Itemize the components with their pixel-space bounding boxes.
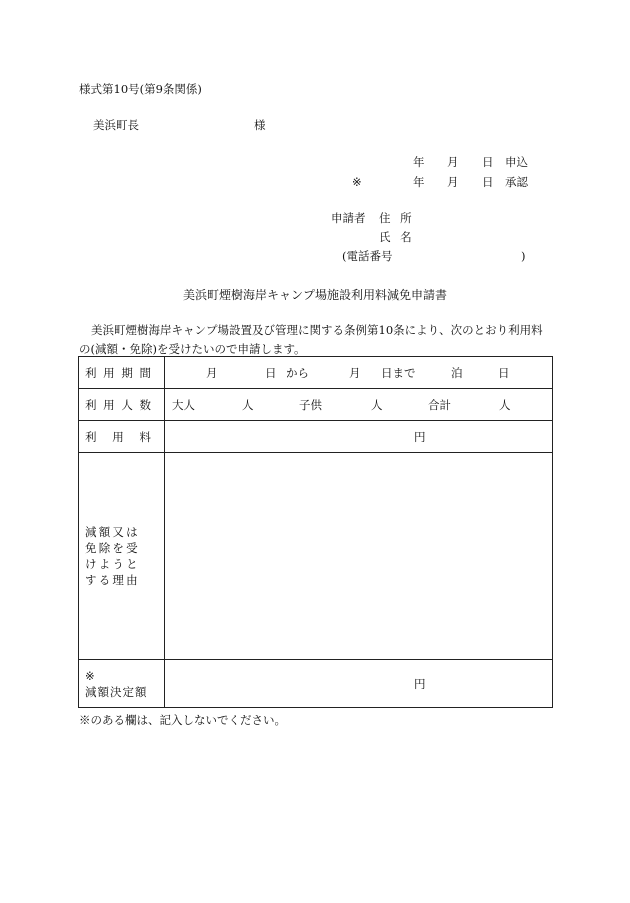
reason-label-text: 減額又は免除を受けようとする理由	[85, 525, 140, 587]
intro-line-2: の(減額・免除)を受けたいので申請します。	[79, 342, 306, 356]
people-label-char: 利	[85, 397, 97, 412]
people-row	[79, 389, 553, 421]
total-unit: 人	[499, 397, 511, 412]
date1-year-label: 年	[413, 155, 425, 169]
applicant-name-label: 氏 名	[379, 230, 412, 244]
decision-office-mark: ※	[85, 668, 95, 683]
fee-yen-unit: 円	[414, 429, 426, 444]
period-row	[79, 357, 553, 389]
approval-date-label: 承認	[505, 175, 528, 189]
decision-value-cell[interactable]	[165, 660, 553, 708]
children-unit: 人	[371, 397, 383, 412]
fee-label-char: 用	[112, 429, 124, 444]
fee-label	[79, 421, 165, 453]
application-date-label: 申込	[505, 155, 528, 169]
decision-yen-unit: 円	[414, 676, 426, 691]
intro-paragraph	[79, 321, 554, 359]
people-value-cell[interactable]	[165, 389, 553, 421]
date2-day-label: 日	[482, 175, 494, 189]
date2-month-label: 月	[447, 175, 459, 189]
phone-close-paren: )	[521, 249, 526, 263]
decision-row	[79, 660, 553, 708]
period-until-label: 日まで	[381, 365, 416, 380]
footnote: ※のある欄は、記入しないでください。	[79, 713, 286, 727]
period-label-char: 用	[103, 365, 115, 380]
form-number: 様式第10号(第9条関係)	[79, 82, 202, 96]
date1-day-label: 日	[482, 155, 494, 169]
fee-label-char: 利	[85, 429, 97, 444]
people-label-char: 用	[103, 397, 115, 412]
period-month-unit: 月	[206, 365, 218, 380]
people-label-char: 数	[139, 397, 151, 412]
period-value-cell[interactable]	[165, 357, 553, 389]
period-days-unit: 日	[498, 365, 510, 380]
reason-value-cell[interactable]	[165, 453, 553, 660]
reason-row	[79, 453, 553, 660]
fee-label-char: 料	[139, 429, 151, 444]
period-nights-unit: 泊	[451, 365, 463, 380]
adults-label: 大人	[172, 397, 195, 412]
reason-label	[79, 453, 165, 660]
period-from-label: から	[286, 365, 309, 380]
people-label-char: 人	[121, 397, 133, 412]
date1-month-label: 月	[447, 155, 459, 169]
addressee-mayor: 美浜町長	[93, 118, 139, 132]
decision-label-text: 減額決定額	[85, 684, 148, 699]
applicant-address-label: 住 所	[379, 211, 412, 225]
date2-year-label: 年	[413, 175, 425, 189]
application-table	[78, 356, 553, 708]
people-label	[79, 389, 165, 421]
period-label	[79, 357, 165, 389]
office-use-mark: ※	[352, 175, 362, 189]
addressee-honorific: 様	[254, 118, 266, 132]
adults-unit: 人	[242, 397, 254, 412]
period-label-char: 利	[85, 365, 97, 380]
decision-label	[79, 660, 165, 708]
document-title: 美浜町煙樹海岸キャンプ場施設利用料減免申請書	[182, 288, 447, 302]
fee-row	[79, 421, 553, 453]
fee-value-cell[interactable]	[165, 421, 553, 453]
total-label: 合計	[428, 397, 451, 412]
period-end-month-unit: 月	[349, 365, 361, 380]
period-label-char: 間	[139, 365, 151, 380]
applicant-label: 申請者	[331, 211, 366, 225]
phone-number-label: (電話番号	[342, 249, 393, 263]
period-day-unit: 日	[265, 365, 277, 380]
intro-line-1: 美浜町煙樹海岸キャンプ場設置及び管理に関する条例第10条により、次のとおり利用料	[91, 323, 543, 337]
children-label: 子供	[299, 397, 322, 412]
period-label-char: 期	[121, 365, 133, 380]
